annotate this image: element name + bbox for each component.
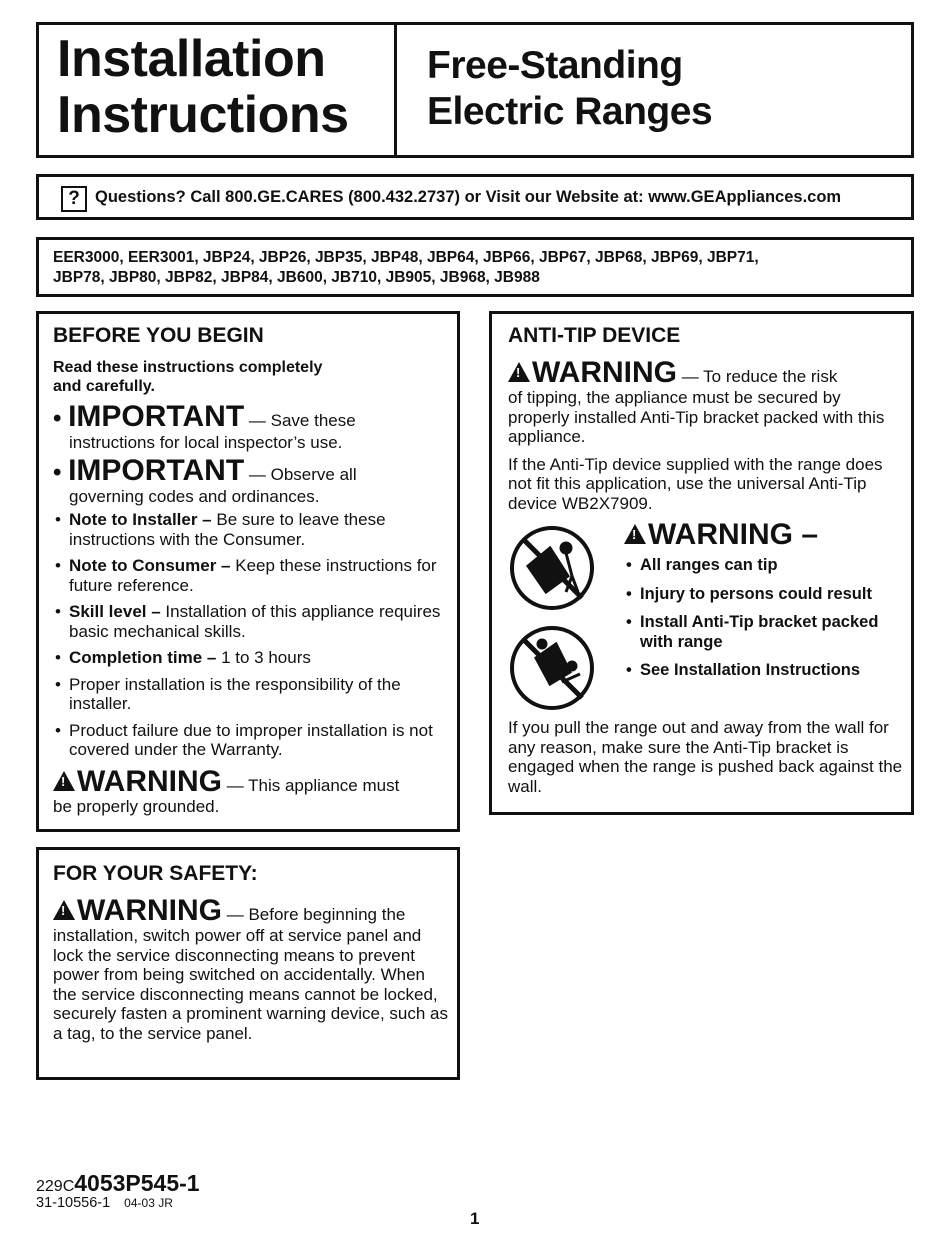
questions-text: Questions? Call 800.GE.CARES (800.432.2737) or Visit our Website at: www.GEAppliances.com (95, 188, 842, 206)
item-text: Proper installation is the responsibility of the installer. (69, 674, 401, 713)
document-number (36, 1195, 173, 1211)
item-label: Note to Consumer – (69, 556, 231, 575)
item-label: Note to Installer – (69, 510, 212, 529)
list-item: • Install Anti-Tip bracket packed with range (624, 613, 904, 652)
item-text: Be sure to leave these instructions with the Consumer. (69, 510, 386, 549)
important-label: IMPORTANT (68, 400, 245, 433)
warning-icon (624, 524, 646, 544)
intro-line-1: Read these instructions completely (53, 359, 323, 376)
warning-cont: be properly grounded. (53, 796, 220, 816)
tip-warning-list (624, 556, 904, 681)
list-item (53, 510, 453, 549)
item-text: Installation of this appliance requires basic mechanical skills. (69, 602, 441, 641)
part-main: 4053P545-1 (74, 1170, 200, 1196)
model-list (53, 248, 903, 288)
page-number: 1 (470, 1209, 480, 1228)
list-item (53, 556, 453, 595)
model-line-2: JBP78, JBP80, JBP82, JBP84, JB600, JB710, JB905, JB968, JB988 (53, 269, 540, 286)
part-prefix: 229C (36, 1178, 75, 1195)
important-text: — Save these (244, 411, 356, 430)
before-list (53, 510, 453, 760)
models-box (36, 237, 914, 297)
ground-warning (53, 764, 453, 817)
warning-body: of tipping, the appliance must be secured by properly installed Anti-Tip bracket packed with this appliance. (508, 388, 885, 446)
warning-label: WARNING (77, 894, 222, 927)
product-line-2: Electric Ranges (427, 90, 713, 133)
intro-line-2: and carefully. (53, 378, 155, 395)
important-observe: • IMPORTANT — Observe all governing codes and ordinances. (53, 456, 453, 506)
product-title (427, 43, 712, 135)
important-label: IMPORTANT (68, 454, 245, 487)
safety-title: FOR YOUR SAFETY: (53, 862, 258, 885)
list-item (53, 721, 453, 760)
doc-date: 04-03 JR (124, 1196, 173, 1210)
warning-icon (53, 771, 75, 791)
title-box (36, 22, 914, 158)
before-you-begin-box (36, 311, 460, 832)
item-label: Completion time – (69, 648, 217, 667)
part-number (36, 1170, 200, 1197)
list-item: • All ranges can tip (624, 556, 904, 576)
title-line-1: Installation (57, 30, 326, 88)
warning-label: WARNING – (648, 518, 819, 551)
warning-text: — Before beginning the (222, 905, 406, 924)
doc-number: 31-10556-1 (36, 1195, 111, 1211)
important-save: • IMPORTANT — Save these instructions for local inspector’s use. (53, 402, 453, 452)
important-text: — Observe all (244, 465, 357, 484)
anti-tip-bottom-text: If you pull the range out and away from the wall for any reason, make sure the Anti-Tip bracket is engaged when the range is pushed back against the wall. (508, 718, 903, 796)
item-label: Skill level – (69, 602, 161, 621)
before-title: BEFORE YOU BEGIN (53, 324, 264, 347)
warning-label: WARNING (532, 356, 677, 389)
document-title (57, 31, 349, 143)
tip-warning-heading (624, 520, 904, 550)
safety-box (36, 847, 460, 1080)
anti-tip-box (489, 311, 914, 815)
warning-text: — To reduce the risk (677, 367, 838, 386)
item-text: Keep these instructions for future reference. (69, 556, 437, 595)
list-item (53, 648, 453, 668)
before-intro (53, 358, 453, 396)
model-line-1: EER3000, EER3001, JBP24, JBP26, JBP35, JBP48, JBP64, JBP66, JBP67, JBP68, JBP69, JBP71, (53, 249, 759, 266)
important-cont: governing codes and ordinances. (69, 487, 320, 506)
warning-text: — This appliance must (222, 775, 400, 795)
item-text: Product failure due to improper installation is not covered under the Warranty. (69, 720, 433, 759)
list-item (53, 602, 453, 641)
list-item: • See Installation Instructions (624, 661, 904, 681)
safety-warning (53, 896, 453, 1043)
important-cont: instructions for local inspector’s use. (69, 433, 343, 452)
title-divider (394, 25, 397, 155)
anti-tip-title: ANTI-TIP DEVICE (508, 324, 681, 347)
warning-label: WARNING (77, 764, 222, 798)
question-icon: ? (61, 186, 87, 212)
title-line-2: Instructions (57, 86, 349, 144)
list-item: • Injury to persons could result (624, 585, 904, 605)
tip-warning (624, 520, 904, 690)
product-line-1: Free-Standing (427, 44, 683, 87)
safety-body: installation, switch power off at service panel and lock the service disconnecting means to prevent power from being switched on accidentally. When the service disconnecting means cannot be locked, securely fasten a prominent warning device, such as a tag, to the service panel. (53, 926, 448, 1043)
anti-tip-warning (508, 358, 904, 447)
warning-icon (508, 362, 530, 382)
item-text: 1 to 3 hours (216, 648, 311, 667)
list-item (53, 675, 453, 714)
warning-icon (53, 900, 75, 920)
questions-box (36, 174, 914, 220)
anti-tip-para: If the Anti-Tip device supplied with the range does not fit this application, use the universal Anti-Tip device WB2X7909. (508, 454, 883, 513)
tip-over-icon (506, 526, 606, 716)
tip-over-pictograms (506, 526, 606, 716)
